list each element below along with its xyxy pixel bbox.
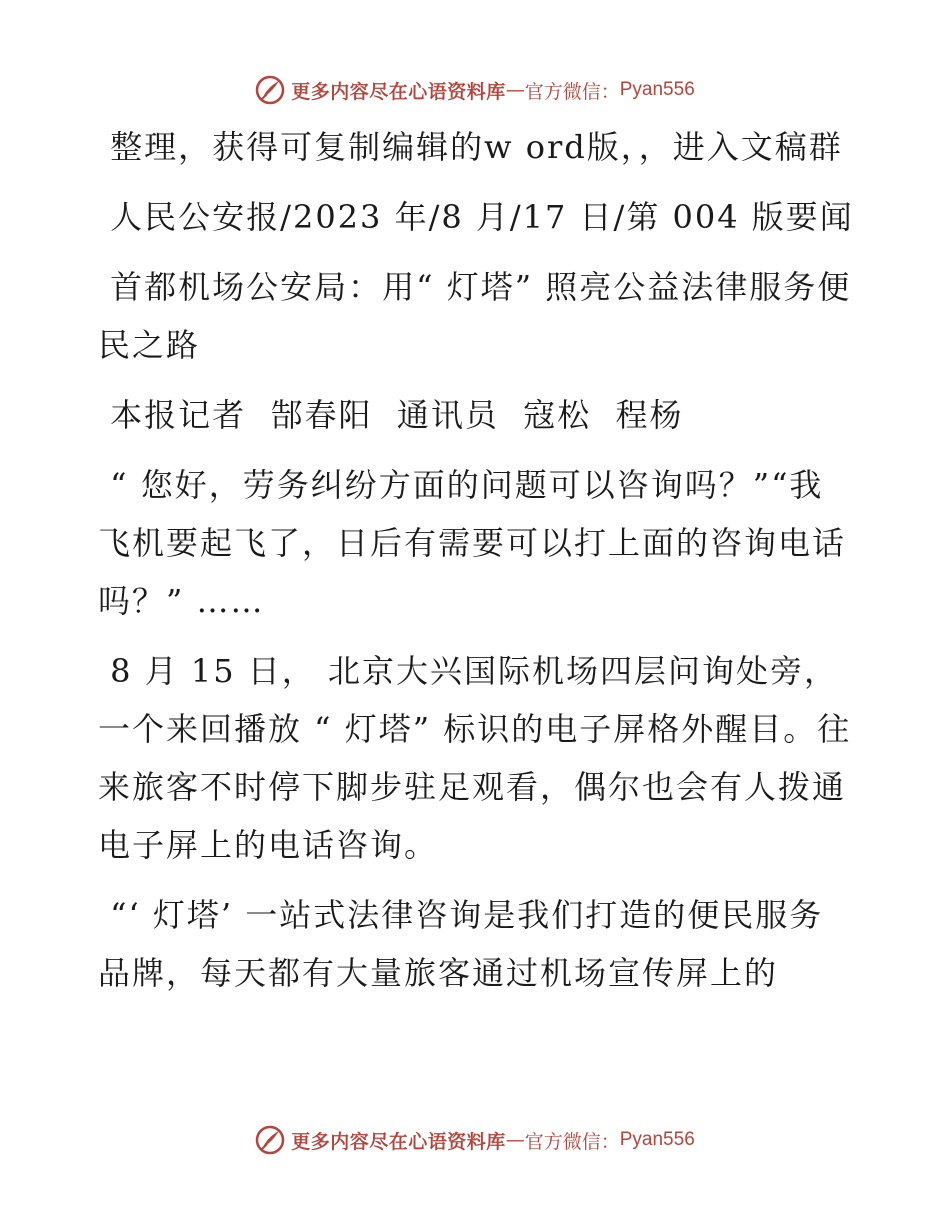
document-body <box>98 118 854 1002</box>
article-title: 首都机场公安局：用“ 灯塔” 照亮公益法律服务便民之路 <box>98 268 852 364</box>
body-paragraph: “ 您好，劳务纠纷方面的问题可以咨询吗？”“我飞机要起飞了，日后有需要可以打上面的咨询电话吗？” …… <box>98 466 847 620</box>
banner-separator: — <box>505 79 525 101</box>
banner-wechat-id: Pyan556 <box>619 79 695 100</box>
banner-text: 更多内容尽在心语资料库 <box>291 1130 506 1153</box>
banner-wechat-id: Pyan556 <box>619 1129 695 1150</box>
footer-banner <box>0 1120 950 1160</box>
source-line: 人民公安报/2023 年/8 月/17 日/第 004 版要闻 <box>98 198 854 236</box>
quill-logo-icon <box>255 1125 285 1155</box>
banner-separator: — <box>505 1129 525 1151</box>
banner-text: 更多内容尽在心语资料库 <box>291 80 506 103</box>
intro-note: 整理，获得可复制编辑的w ord版，，进入文稿群 <box>98 128 843 166</box>
banner-wechat-label: 官方微信： <box>524 80 620 103</box>
body-paragraph: “‘ 灯塔’ 一站式法律咨询是我们打造的便民服务品牌，每天都有大量旅客通过机场宣传屏上的 <box>98 896 824 992</box>
byline: 本报记者 郜春阳 通讯员 寇松 程杨 <box>98 396 684 434</box>
header-banner <box>0 70 950 110</box>
quill-logo-icon <box>255 75 285 105</box>
banner-wechat-label: 官方微信： <box>524 1130 620 1153</box>
body-paragraph: 8 月 15 日， 北京大兴国际机场四层问询处旁，一个来回播放 “ 灯塔” 标识的电子屏格外醒目。往来旅客不时停下脚步驻足观看，偶尔也会有人拨通电子屏上的电话咨询。 <box>98 652 852 864</box>
